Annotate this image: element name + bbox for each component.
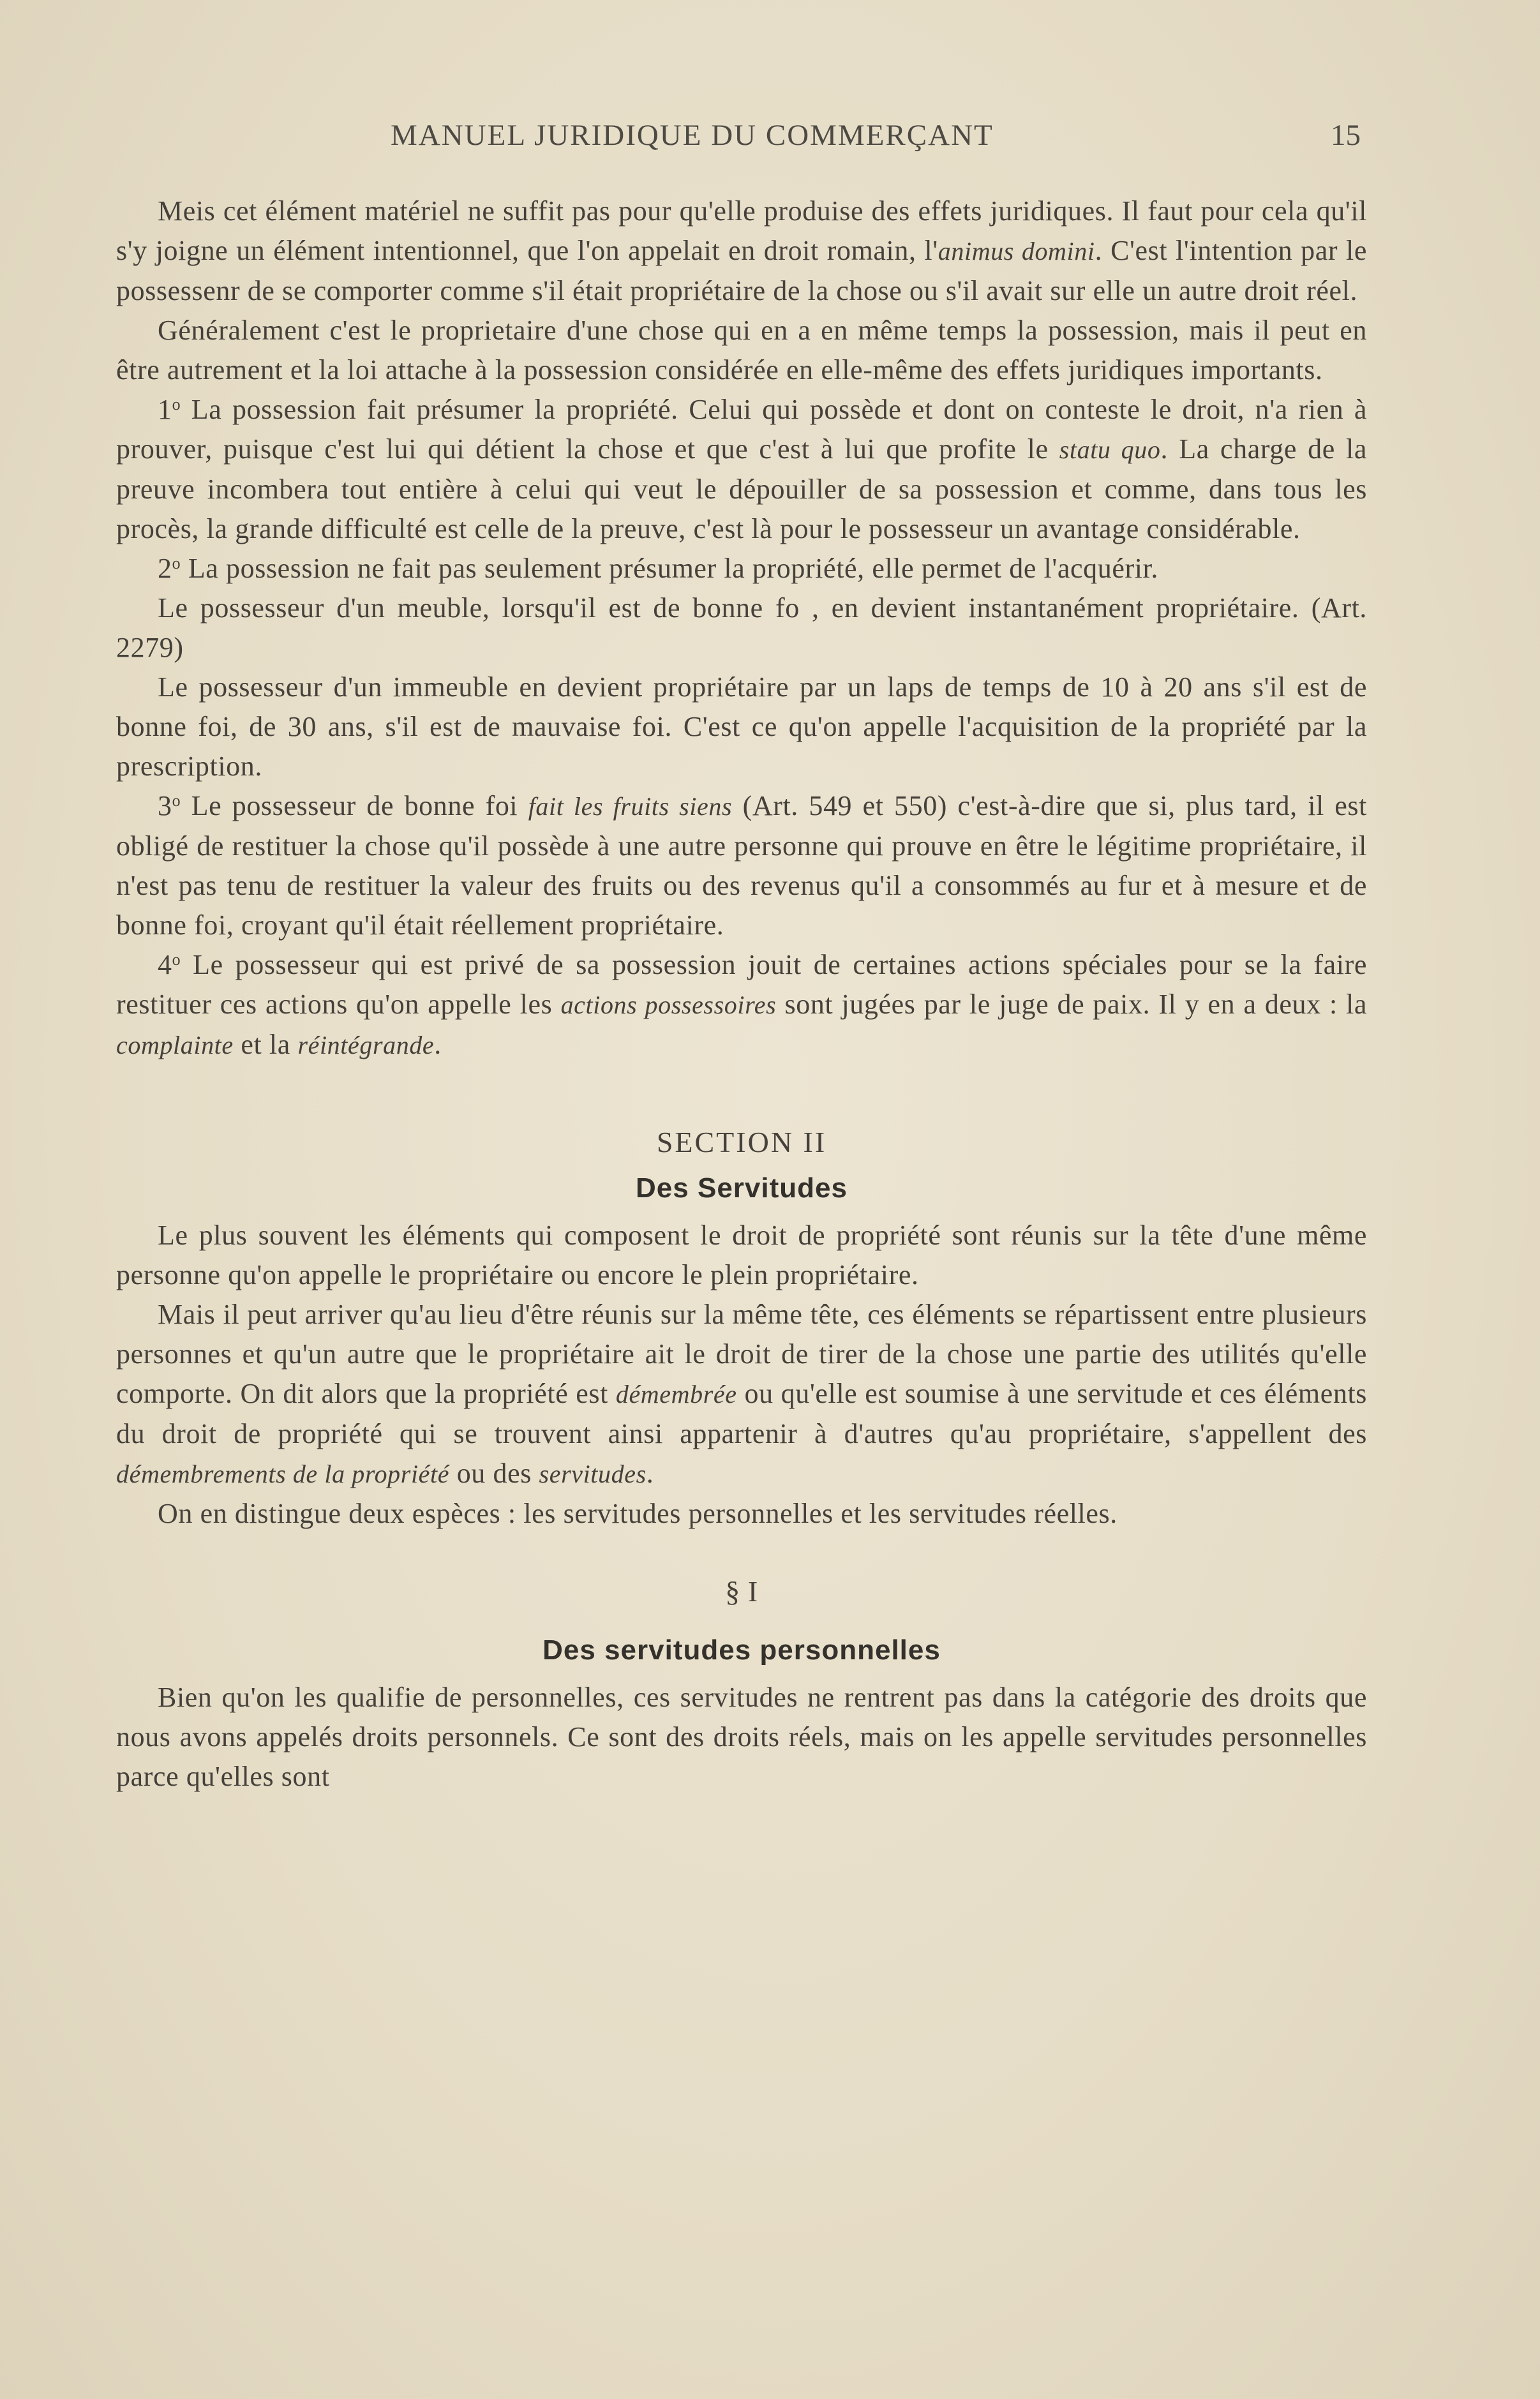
page-number: 15	[1331, 119, 1361, 152]
paragraph: Généralement c'est le proprietaire d'une chose qui en a en même temps la possession, mais il peut en être autrement et la loi attache à la possession considérée en elle-même des effets juridiques importants.	[116, 315, 1367, 385]
paragraph: Le possesseur d'un immeuble en devient propriétaire par un laps de temps de 10 à 20 ans s'il est de bonne foi, de 30 ans, s'il est de mauvaise foi. C'est ce qu'on appelle l'acquisition de la propriété par la prescription.	[116, 671, 1367, 782]
legal-term: fait les fruits siens	[528, 792, 733, 821]
section-heading: SECTION II	[656, 1126, 827, 1158]
legal-term: servitudes	[539, 1460, 647, 1488]
section-title: Des Servitudes	[636, 1172, 848, 1204]
running-title: MANUEL JURIDIQUE DU COMMERÇANT	[391, 119, 994, 152]
paragraph: Meis cet élément matériel ne suffit pas pour qu'elle produise des effets juridiques. Il faut pour cela qu'il s'y joigne un élément intentionnel, que l'on appelait en droit romain, l'animus domini. C'est l'intention par le possessenr de se comporter comme s'il était propriétaire de la chose ou s'il avait sur elle un autre droit réel.	[116, 195, 1367, 306]
numbered-paragraph: 1$^o$ La possession fait présumer la propriété. Celui qui possède et dont on conteste le droit, n'a rien à prouver, puisque c'est lui qui détient la chose et que c'est à lui que profite le statu quo. La charge de la preuve incombera tout entière à celui qui veut le dépouiller de sa possession et comme, dans tous les procès, la grande difficulté est celle de la preuve, c'est là pour le possesseur un avantage considérable.	[116, 394, 1367, 544]
paragraph: Bien qu'on les qualifie de personnelles, ces servitudes ne rentrent pas dans la catégorie des droits que nous avons appelés droits personnels. Ce sont des droits réels, mais on les appelle servitudes personnelles parce qu'elles sont	[116, 1682, 1367, 1792]
subsection-title: Des servitudes personnelles	[542, 1634, 941, 1666]
legal-term: complainte	[116, 1031, 234, 1059]
legal-term: démembrée	[615, 1380, 737, 1409]
latin-term: statu quo	[1059, 435, 1161, 464]
paragraph: Le possesseur d'un meuble, lorsqu'il est de bonne fo , en devient instantanément propriétaire. (Art. 2279)	[116, 592, 1367, 663]
latin-term: animus domini	[938, 237, 1095, 265]
page-body	[116, 191, 1367, 1797]
paragraph: Mais il peut arriver qu'au lieu d'être réunis sur la même tête, ces éléments se répartissent entre plusieurs personnes et qu'un autre que le propriétaire ait le droit de tirer de la chose une partie des utilités qu'elle comporte. On dit alors que la propriété est démembrée ou qu'elle est soumise à une servitude et ces éléments du droit de propriété qui se trouvent ainsi appartenir à d'autres qu'au propriétaire, s'appellent des démembrements de la propriété ou des servitudes.	[116, 1299, 1367, 1489]
legal-term: réintégrande	[297, 1031, 435, 1059]
paragraph-mark: § I	[725, 1575, 758, 1608]
page-header	[116, 118, 1361, 163]
numbered-paragraph: 2$^o$ La possession ne fait pas seulement présumer la propriété, elle permet de l'acquérir.	[158, 553, 1158, 584]
legal-term: actions possessoires	[560, 990, 777, 1019]
legal-term: démembrements de la propriété	[116, 1460, 450, 1488]
numbered-paragraph: 3$^o$ Le possesseur de bonne foi fait les fruits siens (Art. 549 et 550) c'est-à-dire que si, plus tard, il est obligé de restituer la chose qu'il possède à une autre personne qui prouve en être le légitime propriétaire, il n'est pas tenu de restituer la valeur des fruits ou des revenus qu'il a consommés au fur et à mesure et de bonne foi, croyant qu'il était réellement propriétaire.	[116, 790, 1367, 941]
paragraph: On en distingue deux espèces : les servitudes personnelles et les servitudes réelles.	[158, 1498, 1118, 1529]
paragraph: Le plus souvent les éléments qui composent le droit de propriété sont réunis sur la tête d'une même personne qu'on appelle le propriétaire ou encore le plein propriétaire.	[116, 1220, 1367, 1290]
numbered-paragraph: 4$^o$ Le possesseur qui est privé de sa possession jouit de certaines actions spéciales pour se la faire restituer ces actions qu'on appelle les actions possessoires sont jugées par le juge de paix. Il y en a deux : la complainte et la réintégrande.	[116, 949, 1367, 1060]
